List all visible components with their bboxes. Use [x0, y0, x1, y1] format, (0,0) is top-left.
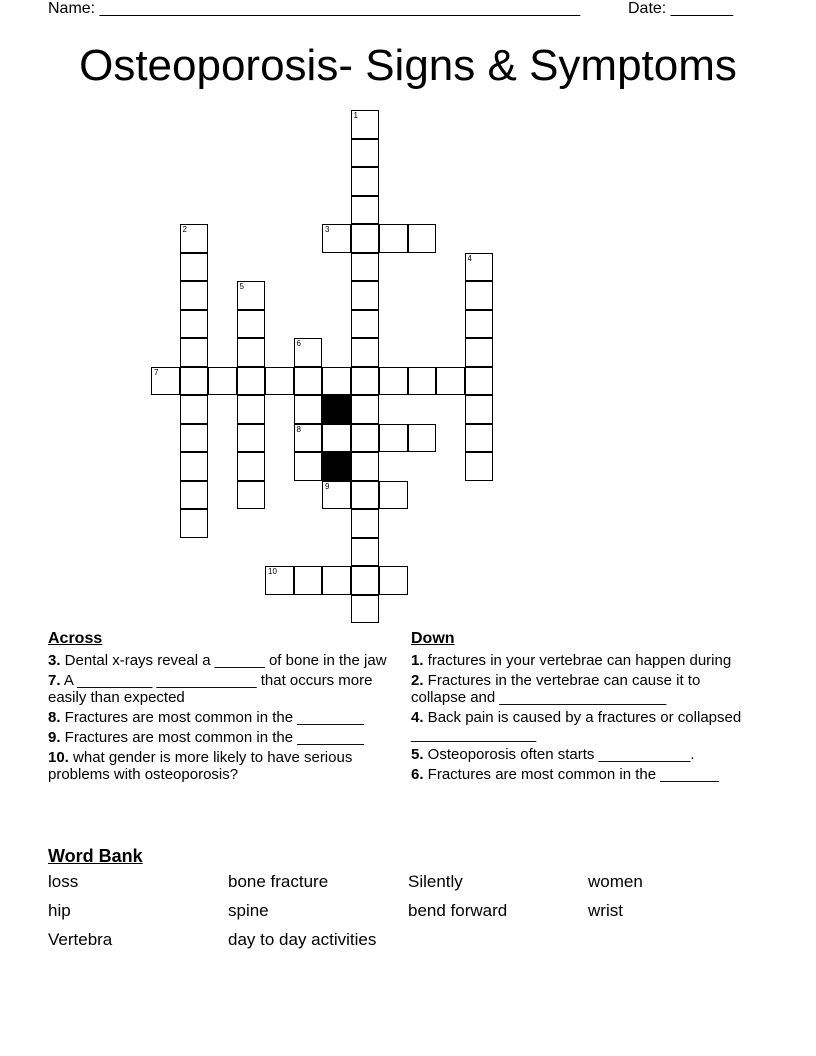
crossword-cell[interactable]: [351, 424, 380, 453]
clue-number: 5: [239, 282, 244, 291]
clue-text: Fractures are most common in the _______: [423, 766, 719, 783]
crossword-cell[interactable]: [294, 566, 323, 595]
crossword-cell[interactable]: [322, 481, 351, 510]
crossword-cell[interactable]: [237, 338, 266, 367]
crossword-cell[interactable]: [322, 224, 351, 253]
clue-number: 10.: [48, 749, 69, 766]
crossword-cell[interactable]: [180, 338, 209, 367]
clue-number: 3.: [48, 652, 61, 669]
down-heading: Down: [411, 630, 455, 647]
clue-text: A _________ ____________ that occurs more easily than expected: [48, 672, 373, 706]
crossword-cell[interactable]: [265, 367, 294, 396]
crossword-cell[interactable]: [408, 224, 437, 253]
clue-number: 1.: [411, 652, 424, 669]
clue-number: 2.: [411, 672, 424, 689]
crossword-cell[interactable]: [465, 367, 494, 396]
clue-number: 4: [467, 253, 472, 263]
crossword-cell[interactable]: [351, 110, 380, 139]
across-clue: [48, 652, 388, 669]
crossword-cell[interactable]: [465, 424, 494, 453]
crossword-cell[interactable]: [379, 424, 408, 453]
crossword-cell[interactable]: [465, 281, 494, 310]
down-clue: [411, 709, 751, 743]
crossword-cell[interactable]: [180, 367, 209, 396]
word-bank-item: bend forward: [408, 901, 508, 920]
clue-text: Back pain is caused by a fractures or collapsed _______________: [411, 709, 742, 743]
clue-text: Fractures are most common in the ________: [60, 729, 365, 746]
clue-number: 2: [182, 225, 187, 234]
crossword-cell[interactable]: [351, 481, 380, 510]
clue-number: 9.: [48, 729, 61, 746]
crossword-cell[interactable]: [180, 395, 209, 424]
word-bank-item: Silently: [408, 872, 463, 891]
down-clues: [411, 630, 751, 786]
clue-text: what gender is more likely to have serious problems with osteoporosis?: [48, 749, 353, 783]
clue-number: 4.: [411, 709, 424, 726]
crossword-cell[interactable]: [180, 281, 209, 310]
crossword-cell[interactable]: [322, 367, 351, 396]
clue-number: 7: [154, 367, 159, 377]
clue-number: 6.: [411, 766, 424, 783]
crossword-cell[interactable]: [208, 367, 237, 396]
crossword-cell[interactable]: [351, 395, 380, 424]
clue-number: 3: [325, 225, 330, 234]
crossword-cell[interactable]: [237, 281, 266, 310]
crossword-cell[interactable]: [379, 224, 408, 253]
clue-number: 1: [353, 111, 358, 120]
crossword-cell[interactable]: [408, 424, 437, 453]
name-field-label: Name: ______________________________________________________: [48, 0, 581, 17]
word-bank-item: hip: [48, 901, 71, 920]
crossword-cell[interactable]: [294, 395, 323, 424]
crossword-cell[interactable]: [465, 338, 494, 367]
crossword-cell[interactable]: [237, 481, 266, 510]
crossword-cell[interactable]: [294, 338, 323, 367]
blocked-cell: [322, 395, 351, 424]
crossword-cell[interactable]: [351, 595, 380, 624]
across-clue: [48, 729, 388, 746]
crossword-cell[interactable]: [351, 224, 380, 253]
crossword-cell[interactable]: [180, 509, 209, 538]
across-clue: [48, 672, 388, 706]
crossword-cell[interactable]: [379, 566, 408, 595]
crossword-cell[interactable]: [465, 253, 494, 282]
crossword-cell[interactable]: [180, 424, 209, 453]
down-clue: [411, 766, 751, 783]
crossword-cell[interactable]: [351, 566, 380, 595]
across-clue: [48, 709, 388, 726]
clue-text: Dental x-rays reveal a ______ of bone in the jaw: [60, 652, 387, 669]
crossword-cell[interactable]: [237, 452, 266, 481]
word-bank-item: bone fracture: [228, 872, 329, 891]
crossword-cell[interactable]: [351, 452, 380, 481]
clue-number: 10: [268, 567, 277, 576]
crossword-cell[interactable]: [379, 481, 408, 510]
word-bank-item: spine: [228, 901, 269, 920]
crossword-cell[interactable]: [180, 452, 209, 481]
crossword-cell[interactable]: [351, 139, 380, 168]
crossword-cell[interactable]: [294, 367, 323, 396]
crossword-cell[interactable]: [351, 167, 380, 196]
crossword-cell[interactable]: [180, 224, 209, 253]
crossword-cell[interactable]: [351, 367, 380, 396]
crossword-cell[interactable]: [351, 538, 380, 567]
across-clue: [48, 749, 388, 783]
crossword-cell[interactable]: [237, 424, 266, 453]
crossword-cell[interactable]: [180, 310, 209, 339]
clue-text: Fractures in the vertebrae can cause it to collapse and ____________________: [411, 672, 701, 706]
down-clue: [411, 746, 751, 763]
down-clue: [411, 672, 751, 706]
word-bank-item: Vertebra: [48, 930, 113, 949]
word-bank-title: Word Bank: [48, 846, 143, 866]
header: [48, 0, 748, 20]
word-bank: [48, 872, 768, 950]
crossword-cell[interactable]: [351, 281, 380, 310]
crossword-cell[interactable]: [237, 310, 266, 339]
crossword-cell[interactable]: [351, 196, 380, 225]
crossword-cell[interactable]: [351, 253, 380, 282]
down-clue: [411, 652, 751, 669]
crossword-cell[interactable]: [351, 509, 380, 538]
crossword-cell[interactable]: [351, 338, 380, 367]
page-title: Osteoporosis- Signs & Symptoms: [79, 41, 737, 90]
word-bank-item: women: [588, 872, 643, 891]
clue-number: 5.: [411, 746, 424, 763]
crossword-cell[interactable]: [151, 367, 180, 396]
clue-number: 9: [325, 481, 330, 491]
clue-text: fractures in your vertebrae can happen during: [423, 652, 732, 669]
crossword-cell[interactable]: [379, 367, 408, 396]
crossword-cell[interactable]: [322, 424, 351, 453]
crossword-cell[interactable]: [436, 367, 465, 396]
clue-text: Osteoporosis often starts ___________.: [423, 746, 695, 763]
clue-text: Fractures are most common in the ________: [60, 709, 365, 726]
crossword-cell[interactable]: [465, 395, 494, 424]
clue-number: 8: [296, 424, 301, 434]
across-heading: Across: [48, 630, 103, 647]
across-clues: [48, 630, 388, 786]
crossword-cell[interactable]: [294, 424, 323, 453]
date-field-label: Date: _______: [628, 0, 733, 17]
crossword-cell[interactable]: [465, 310, 494, 339]
word-bank-item: day to day activities: [228, 930, 377, 949]
clue-number: 7.: [48, 672, 61, 689]
crossword-cell[interactable]: [237, 367, 266, 396]
crossword-cell[interactable]: [322, 566, 351, 595]
crossword-cell[interactable]: [180, 253, 209, 282]
crossword-cell[interactable]: [408, 367, 437, 396]
clue-number: 6: [296, 339, 301, 348]
crossword-cell[interactable]: [294, 452, 323, 481]
crossword-cell[interactable]: [265, 566, 294, 595]
word-bank-item: wrist: [588, 901, 623, 920]
crossword-cell[interactable]: [465, 452, 494, 481]
clue-number: 8.: [48, 709, 61, 726]
crossword-cell[interactable]: [180, 481, 209, 510]
crossword-cell[interactable]: [351, 310, 380, 339]
blocked-cell: [322, 452, 351, 481]
word-bank-item: loss: [48, 872, 79, 891]
crossword-cell[interactable]: [237, 395, 266, 424]
